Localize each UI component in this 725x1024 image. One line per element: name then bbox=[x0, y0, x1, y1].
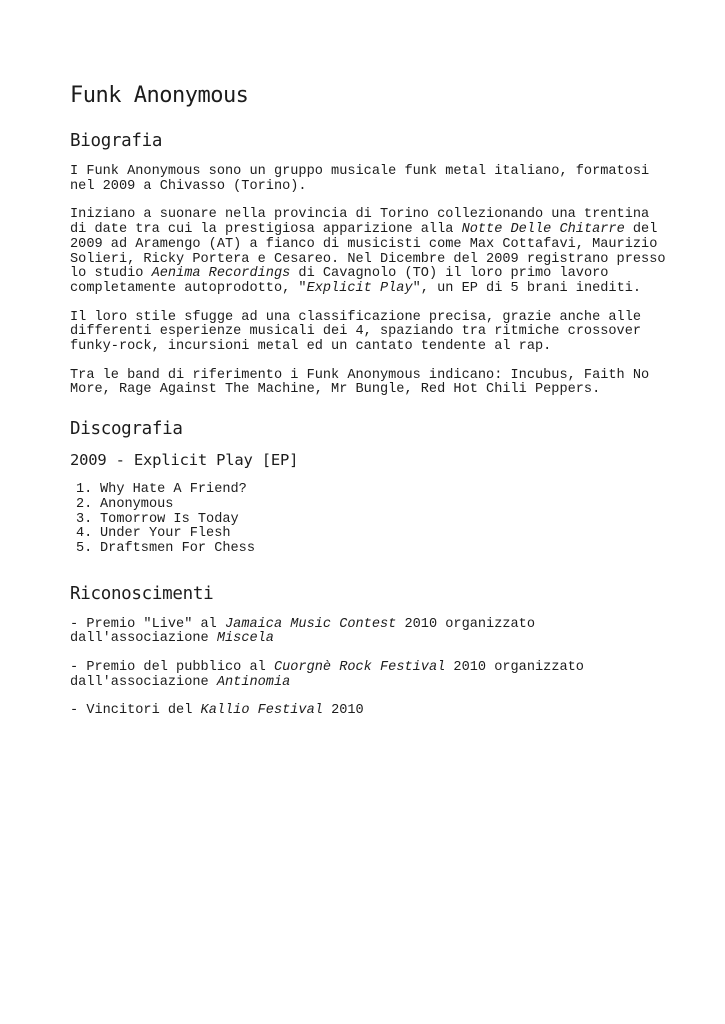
discography-heading: Discografia bbox=[70, 419, 183, 440]
track-item bbox=[76, 483, 670, 498]
track-number: 3. bbox=[76, 511, 93, 527]
award-event: Kallio Festival bbox=[200, 703, 323, 719]
page-title: Funk Anonymous bbox=[70, 83, 249, 108]
track-number: 4. bbox=[76, 526, 93, 542]
award-organizer: Antinomia bbox=[216, 674, 291, 690]
bio-text: Iniziano a suonare nella provincia di Torino collezionando una trentina di date tra cui la prestigiosa apparizione alla bbox=[70, 207, 650, 238]
biography-paragraph-1: I Funk Anonymous sono un gruppo musicale funk metal italiano, formatosi nel 2009 a Chivasso (Torino). bbox=[70, 164, 650, 194]
award-item bbox=[70, 704, 670, 719]
track-title: Under Your Flesh bbox=[100, 526, 231, 542]
biography-paragraph-2 bbox=[70, 208, 670, 296]
studio-name: Aenima Recordings bbox=[151, 266, 291, 282]
biography-heading: Biografia bbox=[70, 131, 163, 151]
track-item bbox=[76, 498, 670, 513]
track-title: Anonymous bbox=[100, 496, 174, 512]
award-text: - Premio del pubblico al bbox=[70, 660, 274, 676]
award-item bbox=[70, 618, 670, 647]
track-item bbox=[76, 513, 670, 528]
award-text: - Premio "Live" al bbox=[70, 616, 225, 632]
award-event: Jamaica Music Contest bbox=[225, 616, 397, 632]
track-item bbox=[76, 542, 670, 557]
event-name: Notte Delle Chitarre bbox=[461, 222, 625, 238]
awards-heading: Riconoscimenti bbox=[70, 583, 214, 604]
album-title: 2009 - Explicit Play [EP] bbox=[70, 451, 299, 470]
biography-paragraph-3: Il loro stile sfugge ad una classificazione precisa, grazie anche alle differenti esperienze musicali dei 4, spaziando tra ritmiche crossover funky-rock, incursioni metal ed un cantato tendente al rap. bbox=[70, 309, 642, 355]
track-title: Draftsmen For Chess bbox=[100, 540, 255, 556]
award-text: - Vincitori del bbox=[70, 703, 201, 719]
award-text: 2010 organizzato dall'associazione bbox=[70, 616, 535, 647]
biography-paragraph-4: Tra le band di riferimento i Funk Anonymous indicano: Incubus, Faith No More, Rage Against The Machine, Mr Bungle, Red Hot Chili Peppers. bbox=[70, 367, 650, 398]
bio-text: del 2009 ad Aramengo (AT) a fianco di musicisti come Max Cottafavi, Maurizio Solieri, Ricky Portera e Cesareo. Nel Dicembre del 2009 registrano presso lo studio bbox=[70, 222, 666, 282]
track-item bbox=[76, 527, 670, 542]
award-item bbox=[70, 661, 670, 690]
track-title: Why Hate A Friend? bbox=[100, 482, 247, 498]
document-page bbox=[70, 82, 670, 733]
ep-name: Explicit Play bbox=[306, 280, 413, 296]
track-number: 1. bbox=[76, 482, 93, 498]
bio-text: ", un EP di 5 brani inediti. bbox=[412, 280, 642, 296]
track-title: Tomorrow Is Today bbox=[100, 511, 239, 527]
bio-text: di Cavagnolo (TO) il loro primo lavoro completamente autoprodotto, " bbox=[70, 266, 609, 296]
track-number: 5. bbox=[76, 540, 93, 556]
track-list bbox=[76, 483, 670, 557]
award-text: 2010 bbox=[322, 703, 364, 719]
award-text: 2010 organizzato dall'associazione bbox=[70, 660, 584, 690]
award-organizer: Miscela bbox=[216, 631, 274, 647]
biography-section bbox=[70, 165, 670, 398]
track-number: 2. bbox=[76, 496, 93, 512]
award-event: Cuorgnè Rock Festival bbox=[273, 660, 446, 676]
awards-section bbox=[70, 618, 670, 720]
